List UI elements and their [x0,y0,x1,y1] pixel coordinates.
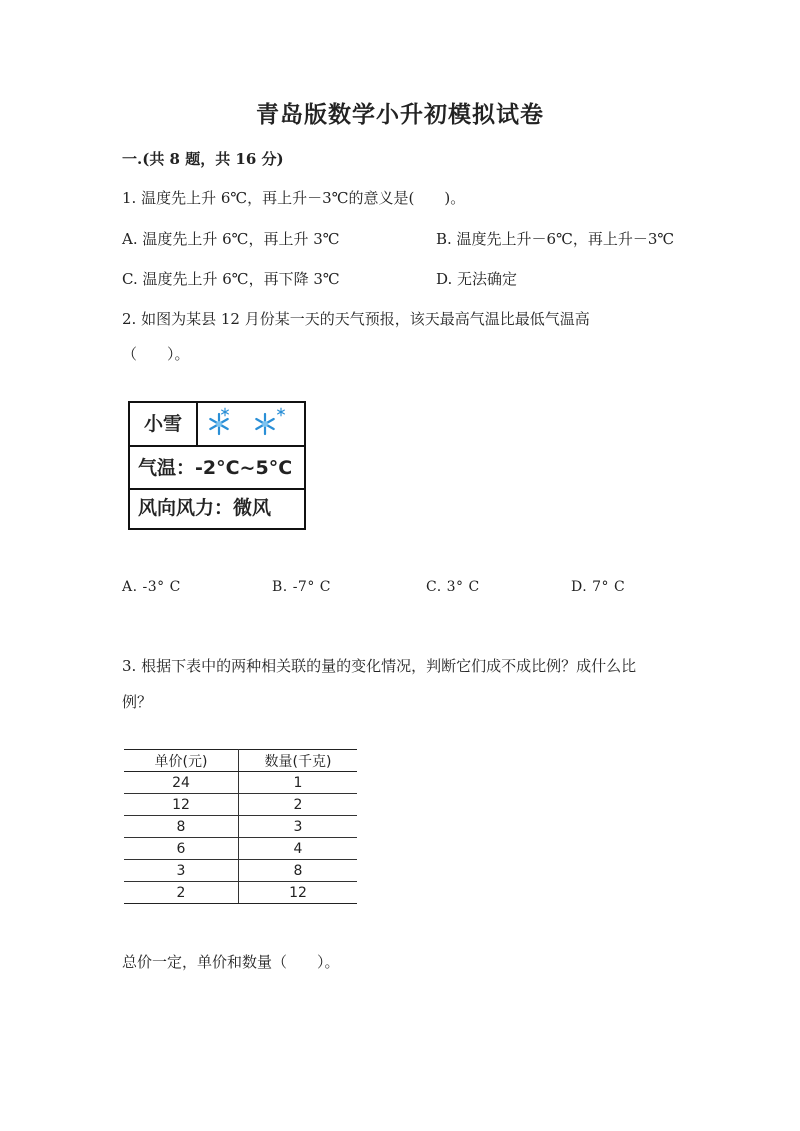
table-cell: 2 [239,794,358,816]
snowflake-icon [252,411,278,437]
wind-row [130,490,304,528]
temperature-range: 气温：-2°C~5°C [138,457,293,479]
question-2-option-c[interactable]: C. 3° C [426,579,480,595]
question-1-option-d[interactable]: D. 无法确定 [436,270,518,288]
question-1-option-a[interactable]: A. 温度先上升 6℃，再上升 3℃ [122,230,340,248]
weather-icons [198,403,304,445]
question-3-stem-cont: 例？ [122,693,153,711]
table-row [124,882,357,904]
table-cell: 24 [124,772,239,794]
question-3-stem: 3. 根据下表中的两种相关联的量的变化情况，判断它们成不成比例？成什么比 [122,657,637,675]
weather-condition: 小雪 [130,403,198,445]
wind-info: 风向风力：微风 [138,497,272,519]
table-cell: 2 [124,882,239,904]
table-cell: 3 [124,860,239,882]
snowflake-small-icon [220,407,230,417]
table-row [124,860,357,882]
table-cell: 1 [239,772,358,794]
weather-forecast-card [128,401,306,530]
table-cell: 3 [239,816,358,838]
question-2-stem: 2. 如图为某县 12 月份某一天的天气预报，该天最高气温比最低气温高 [122,310,590,328]
table-header-row [124,750,357,772]
table-header-cell: 数量(千克) [239,750,358,772]
table-row [124,838,357,860]
price-quantity-table [124,749,357,904]
table-row [124,816,357,838]
weather-row [130,403,304,447]
question-2-option-b[interactable]: B. -7° C [272,579,331,595]
table-cell: 8 [239,860,358,882]
table-cell: 8 [124,816,239,838]
page-title: 青岛版数学小升初模拟试卷 [256,101,544,128]
table-cell: 12 [239,882,358,904]
question-2-option-d[interactable]: D. 7° C [571,579,626,595]
question-2-option-a[interactable]: A. -3° C [122,579,181,595]
table-row [124,794,357,816]
question-2-stem-cont: （ ）。 [122,345,190,363]
question-1-option-c[interactable]: C. 温度先上升 6℃，再下降 3℃ [122,270,340,288]
table-header-cell: 单价(元) [124,750,239,772]
question-1-stem: 1. 温度先上升 6℃，再上升－3℃的意义是( )。 [122,189,466,207]
question-1-option-b[interactable]: B. 温度先上升－6℃，再上升－3℃ [436,230,675,248]
table-cell: 4 [239,838,358,860]
table-cell: 6 [124,838,239,860]
table-cell: 12 [124,794,239,816]
snowflake-small-icon [276,407,286,417]
question-3-fill-blank: 总价一定，单价和数量（ ）。 [122,953,340,971]
section-heading: 一.(共 8 题，共 16 分) [122,150,284,168]
temperature-row [130,447,304,490]
table-row [124,772,357,794]
